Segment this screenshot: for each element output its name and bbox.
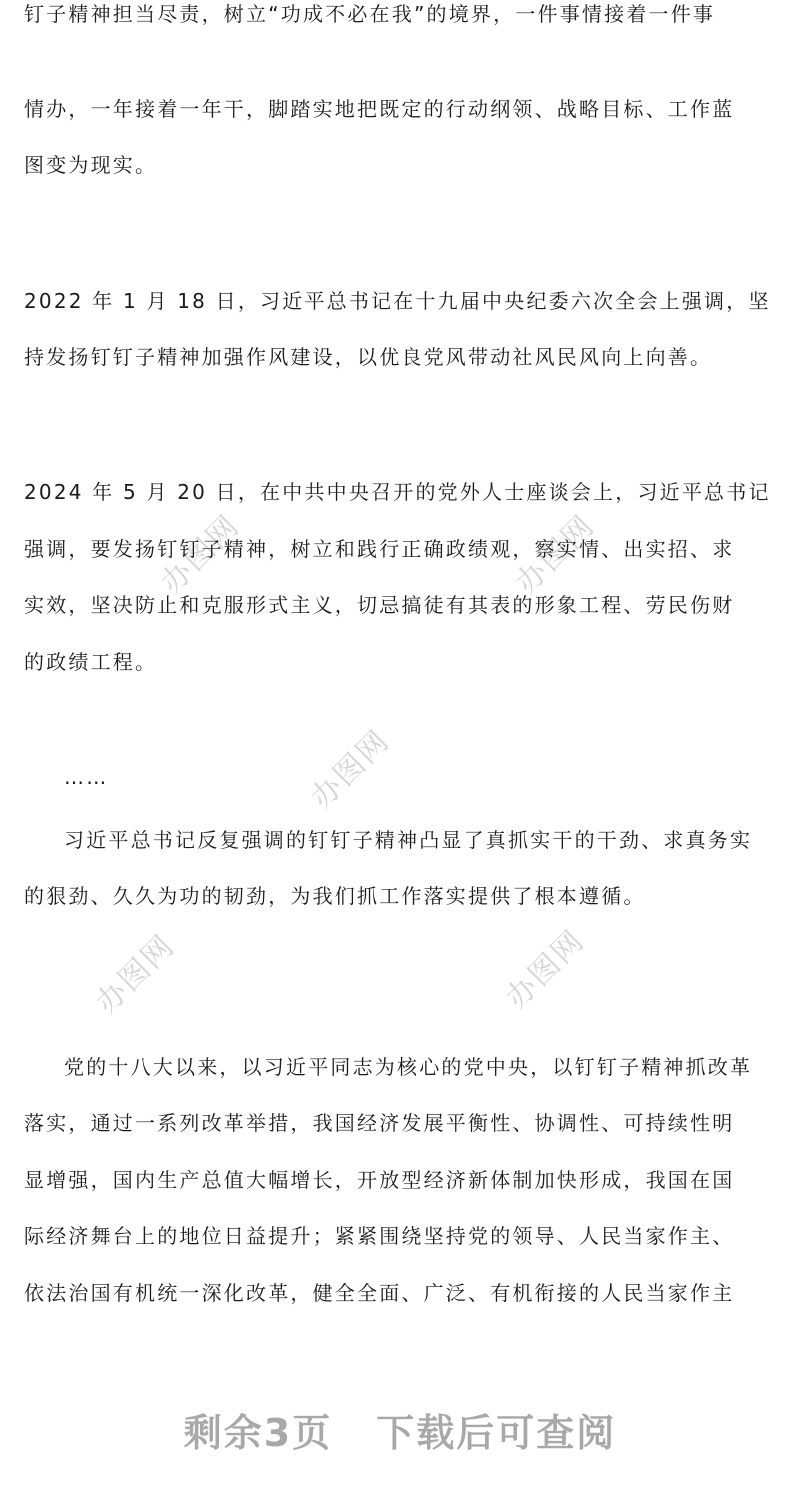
paragraph-line: 情办，一年接着一年干，脚踏实地把既定的行动纲领、战略目标、工作蓝 <box>24 97 735 121</box>
paragraph-line: 依法治国有机统一深化改革，健全全面、广泛、有机衔接的人民当家作主 <box>24 1281 735 1305</box>
paragraph-line: 显增强，国内生产总值大幅增长，开放型经济新体制加快形成，我国在国 <box>24 1168 735 1192</box>
paragraph-line: 2024 年 5 月 20 日，在中共中央召开的党外人士座谈会上，习近平总书记 <box>24 480 771 504</box>
watermark: 办图网 <box>154 508 247 601</box>
paragraph-line: 党的十八大以来，以习近平同志为核心的党中央，以钉钉子精神抓改革 <box>64 1055 753 1079</box>
paragraph-line: 的政绩工程。 <box>24 650 158 674</box>
remaining-pages-text: 剩余3页 <box>183 1411 333 1455</box>
download-notice[interactable] <box>0 1402 800 1457</box>
paragraph-line: 实效，坚决防止和克服形式主义，切忌搞徒有其表的形象工程、劳民伤财 <box>24 593 735 617</box>
watermark: 办图网 <box>499 923 592 1016</box>
paragraph-line: 钉子精神担当尽责，树立“功成不必在我”的境界，一件事情接着一件事 <box>24 2 716 26</box>
paragraph-line: 落实，通过一系列改革举措，我国经济发展平衡性、协调性、可持续性明 <box>24 1111 735 1135</box>
paragraph-line: 的狠劲、久久为功的韧劲，为我们抓工作落实提供了根本遵循。 <box>24 884 646 908</box>
paragraph-line: 图变为现实。 <box>24 153 158 177</box>
paragraph-line: 持发扬钉钉子精神加强作风建设，以优良党风带动社风民风向上向善。 <box>24 345 713 369</box>
paragraph-line: 2022 年 1 月 18 日，习近平总书记在十九届中央纪委六次全会上强调，坚 <box>24 289 771 313</box>
paragraph-line: 强调，要发扬钉钉子精神，树立和践行正确政绩观，察实情、出实招、求 <box>24 537 735 561</box>
ellipsis: …… <box>64 765 109 789</box>
paragraph-line: 习近平总书记反复强调的钉钉子精神凸显了真抓实干的干劲、求真务实 <box>64 828 753 852</box>
paragraph-line: 际经济舞台上的地位日益提升；紧紧围绕坚持党的领导、人民当家作主、 <box>24 1224 735 1248</box>
watermark: 办图网 <box>304 723 397 816</box>
download-to-read-text: 下载后可查阅 <box>376 1411 617 1455</box>
watermark: 办图网 <box>89 928 182 1021</box>
watermark: 办图网 <box>509 508 602 601</box>
